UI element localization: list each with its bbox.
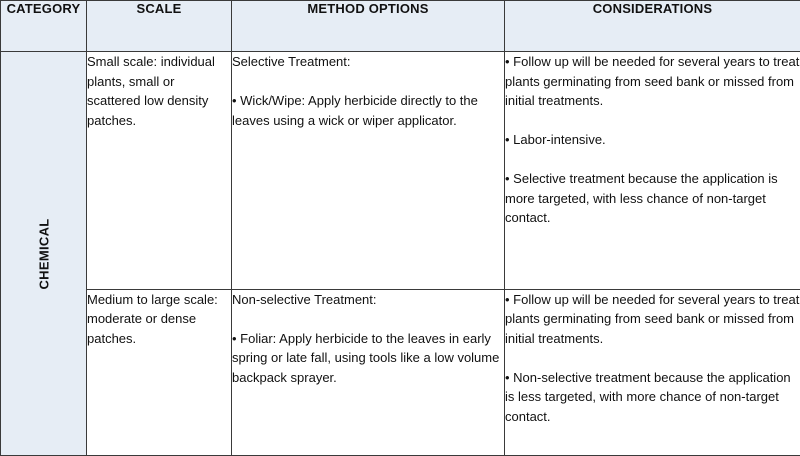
consideration-item: • Labor-intensive. bbox=[505, 132, 606, 147]
consideration-item: • Non-selective treatment because the application is less targeted, with more chance of non-target contact. bbox=[505, 369, 791, 424]
method-detail: • Foliar: Apply herbicide to the leaves in early spring or late fall, using tools like a low volume backpack sprayer. bbox=[232, 330, 500, 385]
scale-cell bbox=[87, 52, 232, 290]
method-cell bbox=[232, 52, 505, 290]
header-row bbox=[1, 1, 800, 52]
consideration-item: • Follow up will be needed for several years to treat plants germinating from seed bank or missed from initial treatments. bbox=[505, 54, 800, 108]
method-cell bbox=[232, 289, 505, 455]
category-label: CHEMICAL bbox=[36, 217, 51, 290]
table-row bbox=[1, 52, 800, 290]
header-method-options: METHOD OPTIONS bbox=[232, 1, 505, 52]
method-detail: • Wick/Wipe: Apply herbicide directly to the leaves using a wick or wiper applicator. bbox=[232, 93, 478, 128]
scale-cell bbox=[87, 289, 232, 455]
header-category: CATEGORY bbox=[1, 1, 87, 52]
method-title: Selective Treatment: bbox=[232, 54, 351, 69]
consideration-item: • Selective treatment because the application is more targeted, with less chance of non-target contact. bbox=[505, 171, 778, 225]
scale-text: Small scale: individual plants, small or scattered low density patches. bbox=[87, 54, 215, 128]
consideration-item: • Follow up will be needed for several years to treat plants germinating from seed bank or missed from initial treatments. bbox=[505, 291, 800, 346]
considerations-cell bbox=[505, 52, 800, 290]
considerations-cell bbox=[505, 289, 800, 455]
header-scale: SCALE bbox=[87, 1, 232, 52]
scale-text: Medium to large scale: moderate or dense patches. bbox=[87, 291, 218, 346]
category-cell bbox=[1, 52, 87, 456]
table-row bbox=[1, 289, 800, 455]
header-considerations: CONSIDERATIONS bbox=[505, 1, 800, 52]
method-title: Non-selective Treatment: bbox=[232, 291, 377, 307]
